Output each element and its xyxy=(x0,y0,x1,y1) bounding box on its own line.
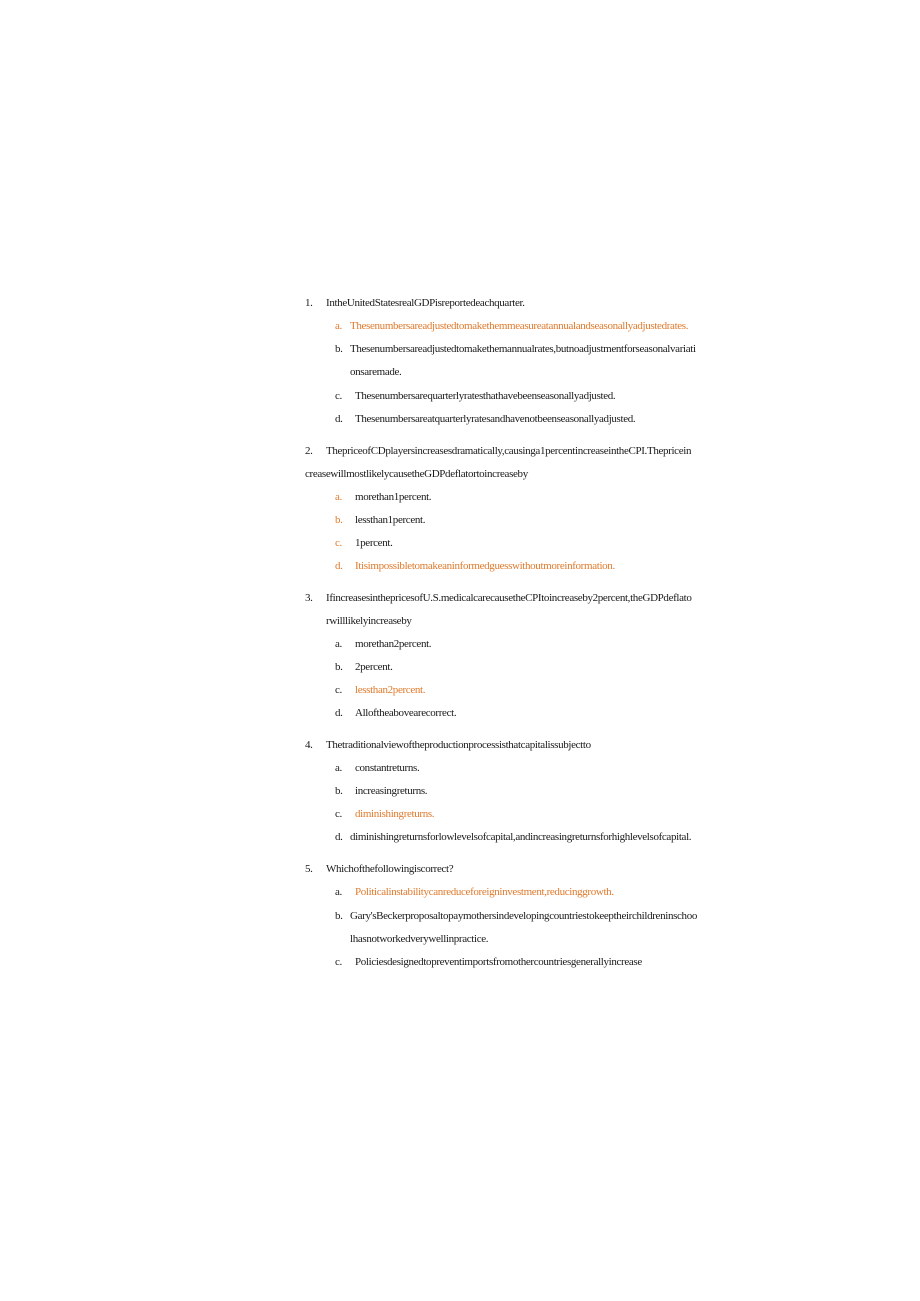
option-letter-b: b. xyxy=(335,910,343,922)
option-letter-c: c. xyxy=(335,956,342,968)
option-text-c: lessthan2percent. xyxy=(355,684,426,696)
option-text-b: lessthan1percent. xyxy=(355,514,426,526)
option-text-a: Thesenumbersareadjustedtomakethemmeasureatannualandseasonallyadjustedrates. xyxy=(350,320,689,332)
question-stem: ThepriceofCDplayersincreasesdramatically,causinga1percentincreaseintheCPI.Thepricein xyxy=(326,445,692,457)
question-stem: Thetraditionalviewoftheproductionprocessisthatcapitalissubjectto xyxy=(326,739,591,751)
option-text-c: Policiesdesignedtopreventimportsfromothercountriesgenerallyincrease xyxy=(355,956,642,968)
option-letter-a: a. xyxy=(335,886,342,898)
option-text-a: morethan1percent. xyxy=(355,491,432,503)
option-letter-a: a. xyxy=(335,638,342,650)
option-text-d: Thesenumbersareatquarterlyratesandhavenotbeenseasonallyadjusted. xyxy=(355,413,636,425)
option-text-b: 2percent. xyxy=(355,661,393,673)
option-text-d: Alloftheabovearecorrect. xyxy=(355,707,457,719)
option-text-c: Thesenumbersarequarterlyratesthathavebeenseasonallyadjusted. xyxy=(355,390,616,402)
option-text-b: Thesenumbersareadjustedtomakethemannualrates,butnoadjustmentforseasonalvariati xyxy=(350,343,696,355)
option-text-b: Gary'sBeckerproposaltopaymothersindevelopingcountriestokeeptheirchildreninschoo xyxy=(350,910,698,922)
option-text-b-cont: onsaremade. xyxy=(350,366,402,378)
option-text-c: diminishingreturns. xyxy=(355,808,435,820)
option-text-d: Itisimpossibletomakeaninformedguesswithoutmoreinformation. xyxy=(355,560,615,572)
option-letter-c: c. xyxy=(335,808,342,820)
option-text-b-cont: lhasnotworkedverywellinpractice. xyxy=(350,933,489,945)
option-letter-a: a. xyxy=(335,491,342,503)
question-number: 2. xyxy=(305,445,313,457)
question-stem-cont: rwilllikelyincreaseby xyxy=(326,615,412,627)
option-text-c: 1percent. xyxy=(355,537,393,549)
question-number: 1. xyxy=(305,297,313,309)
question-stem: Whichofthefollowingiscorrect? xyxy=(326,863,454,875)
option-text-a: Politicalinstabilitycanreduceforeigninvestment,reducinggrowth. xyxy=(355,886,614,898)
option-letter-b: b. xyxy=(335,785,343,797)
question-number: 4. xyxy=(305,739,313,751)
option-letter-d: d. xyxy=(335,560,343,572)
option-letter-a: a. xyxy=(335,320,342,332)
option-letter-b: b. xyxy=(335,343,343,355)
option-letter-c: c. xyxy=(335,684,342,696)
option-text-b: increasingreturns. xyxy=(355,785,428,797)
question-stem: IntheUnitedStatesrealGDPisreportedeachquarter. xyxy=(326,297,525,309)
option-letter-b: b. xyxy=(335,661,343,673)
question-stem: IfincreasesinthepricesofU.S.medicalcarecausetheCPItoincreaseby2percent,theGDPdeflato xyxy=(326,592,692,604)
option-text-a: constantreturns. xyxy=(355,762,420,774)
option-letter-c: c. xyxy=(335,537,342,549)
option-letter-a: a. xyxy=(335,762,342,774)
option-letter-b: b. xyxy=(335,514,343,526)
option-text-a: morethan2percent. xyxy=(355,638,432,650)
option-letter-d: d. xyxy=(335,831,343,843)
option-letter-c: c. xyxy=(335,390,342,402)
question-number: 5. xyxy=(305,863,313,875)
question-stem-cont: creasewillmostlikelycausetheGDPdeflatortoincreaseby xyxy=(305,468,528,480)
question-number: 3. xyxy=(305,592,313,604)
option-letter-d: d. xyxy=(335,413,343,425)
option-letter-d: d. xyxy=(335,707,343,719)
option-text-d: diminishingreturnsforlowlevelsofcapital,andincreasingreturnsforhighlevelsofcapital. xyxy=(350,831,692,843)
